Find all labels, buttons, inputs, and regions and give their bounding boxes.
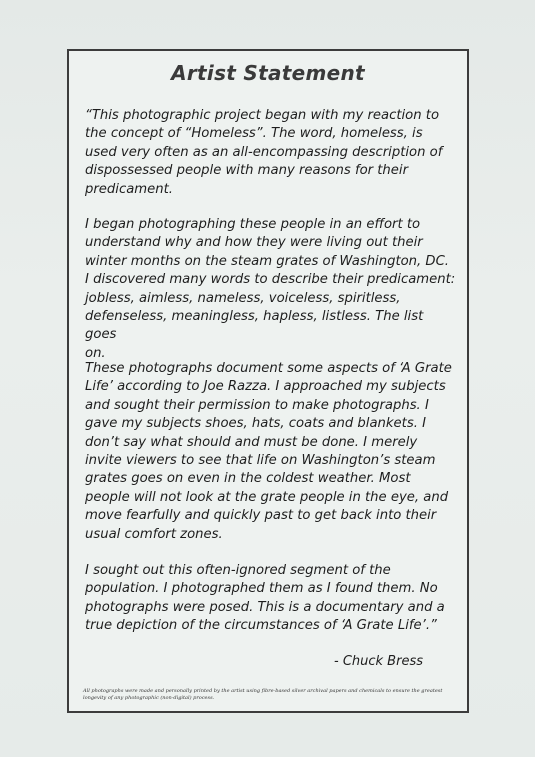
artist-signature: - Chuck Bress xyxy=(334,654,423,669)
poster-title: Artist Statement xyxy=(171,61,365,85)
artist-statement-poster xyxy=(67,49,469,713)
statement-paragraph-3: These photographs document some aspects of ‘A Grate Life’ according to Joe Razza. I approached my subjects and sought their permission to make photographs. I gave my subjects shoes, hats, coats and blankets. I don’t say what should and must be done. I merely invite viewers to see that life on Washington’s steam grates goes on even in the coldest weather. Most people will not look at the grate people in the eye, and move fearfully and quickly past to get back into their usual comfort zones. xyxy=(85,361,452,542)
statement-paragraph-2: I began photographing these people in an effort to understand why and how they were living out their winter months on the steam grates of Washington, DC. I discovered many words to describe their predicament: jobless, aimless, nameless, voiceless, spiritless, defenseless, meaningless, hapless, listless. The list goes on. xyxy=(85,217,456,361)
printing-footnote: All photographs were made and personally printed by the artist using fibre-based silver archival papers and chemicals to ensure the greatest longevity of any photographic (non-digital) process. xyxy=(83,688,443,701)
statement-paragraph-4: I sought out this often-ignored segment of the population. I photographed them as I found them. No photographs were posed. This is a documentary and a true depiction of the circumstances of ‘A Grate Life’.” xyxy=(85,563,445,634)
statement-paragraph-1: “This photographic project began with my reaction to the concept of “Homeless”. The word, homeless, is used very often as an all-encompassing description of dispossessed people with many reasons for their predicament. xyxy=(85,108,443,197)
